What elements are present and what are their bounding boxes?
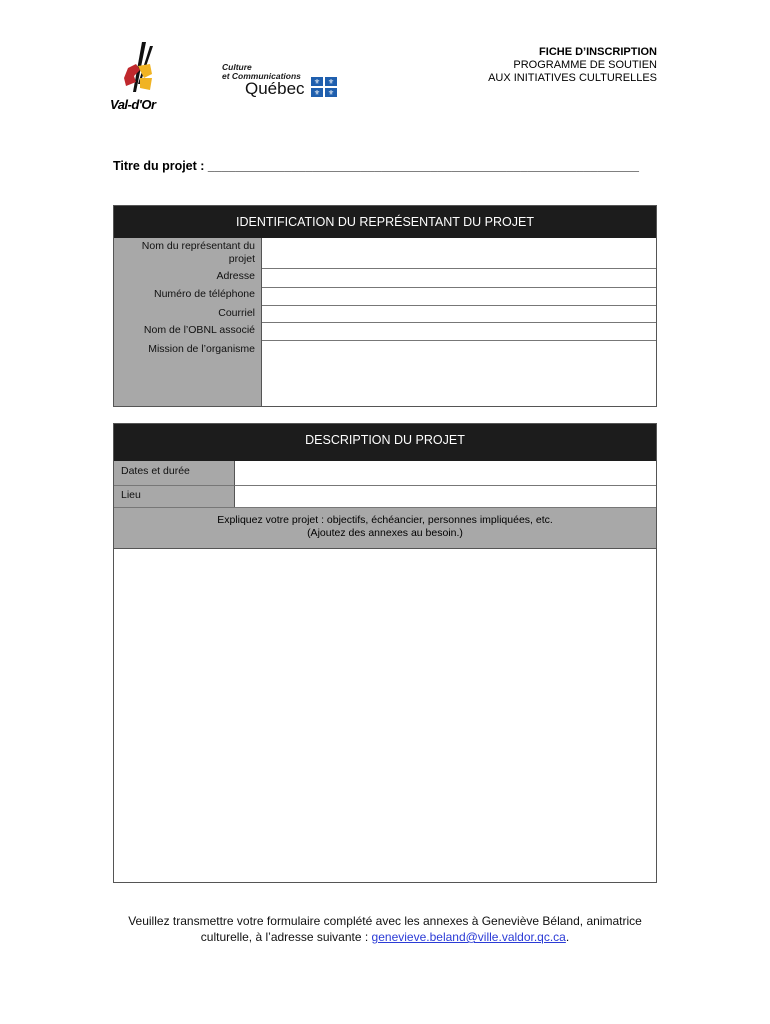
svg-text:⚜: ⚜ — [327, 90, 335, 97]
program-line-1: PROGRAMME DE SOUTIEN — [513, 59, 657, 71]
obnl-input[interactable] — [262, 322, 656, 340]
project-description-input[interactable] — [114, 549, 656, 882]
footer-line-1: Veuillez transmettre votre formulaire complété avec les annexes à Geneviève Béland, animatrice — [128, 914, 642, 928]
label-telephone: Numéro de téléphone — [154, 288, 255, 300]
mission-input[interactable] — [262, 340, 656, 406]
footer-line-2-suffix: . — [565, 930, 570, 944]
submission-instructions — [113, 913, 657, 945]
dates-input[interactable] — [235, 461, 656, 485]
footer-line-2 — [113, 929, 657, 945]
label-lieu: Lieu — [121, 489, 141, 501]
label-dates: Dates et durée — [121, 465, 190, 477]
qc-ministry-line2: et Communications — [222, 71, 301, 81]
description-heading: DESCRIPTION DU PROJET — [114, 424, 656, 461]
qc-name: Québec — [245, 79, 305, 98]
explain-instructions — [114, 507, 656, 549]
program-line-2: AUX INITIATIVES CULTURELLES — [488, 72, 657, 84]
adresse-input[interactable] — [262, 268, 656, 287]
telephone-input[interactable] — [262, 287, 656, 305]
svg-text:⚜: ⚜ — [313, 79, 321, 86]
explain-line-2: (Ajoutez des annexes au besoin.) — [307, 527, 463, 539]
label-representant-line1: Nom du représentant du — [141, 240, 255, 252]
identification-heading: IDENTIFICATION DU REPRÉSENTANT DU PROJET — [114, 206, 656, 238]
description-table — [113, 423, 657, 883]
label-courriel: Courriel — [218, 307, 255, 319]
qc-ministry-line1: Culture — [222, 62, 252, 72]
valdor-logo-text: Val-d'Or — [110, 97, 156, 112]
lieu-input[interactable] — [235, 485, 656, 507]
quebec-flag-icon — [311, 77, 337, 97]
explain-line-1: Expliquez votre projet : objectifs, échéancier, personnes impliquées, etc. — [217, 514, 553, 526]
courriel-input[interactable] — [262, 305, 656, 322]
form-title: FICHE D’INSCRIPTION — [539, 46, 657, 58]
footer-line-2-prefix: culturelle, à l’adresse suivante : — [200, 930, 372, 944]
form-header — [488, 46, 657, 85]
project-title-field[interactable]: Titre du projet : ______________________________________________________________ — [113, 159, 639, 173]
label-mission: Mission de l’organisme — [148, 343, 255, 355]
contact-email-link[interactable]: genevieve.beland@ville.valdor.qc.ca — [371, 930, 566, 944]
label-adresse: Adresse — [216, 270, 255, 282]
label-representant-line2: projet — [228, 253, 255, 265]
svg-text:⚜: ⚜ — [327, 79, 335, 86]
svg-text:⚜: ⚜ — [313, 90, 321, 97]
identification-table — [113, 205, 657, 407]
label-obnl: Nom de l’OBNL associé — [143, 324, 255, 336]
representant-input[interactable] — [262, 238, 656, 268]
label-representant — [114, 240, 255, 266]
